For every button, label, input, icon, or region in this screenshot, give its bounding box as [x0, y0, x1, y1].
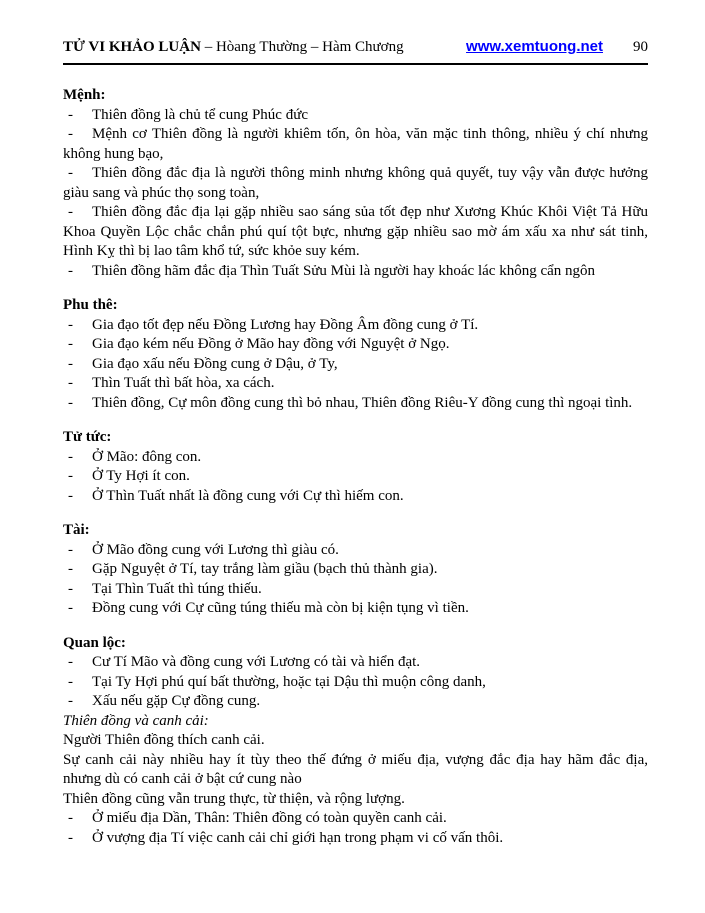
website-link[interactable]: www.xemtuong.net: [466, 38, 603, 55]
bullet-item: [63, 125, 648, 164]
bullet-dash: -: [68, 468, 73, 484]
bullet-text: Ở Thìn Tuất nhất là đồng cung với Cự thì hiếm con.: [92, 487, 404, 504]
header-title-main: TỬ VI KHẢO LUẬN: [63, 39, 201, 55]
bullet-text: Thiên đồng đắc địa là người thông minh nhưng không quả quyết, tuy vậy vẫn được hưởng giàu sang và phúc thọ song toàn,: [63, 165, 648, 201]
bullet-dash: -: [68, 693, 73, 709]
bullet-item: [63, 262, 648, 282]
bullet-dash: -: [68, 262, 73, 279]
bullet-item: [63, 541, 648, 561]
header-rule: [63, 63, 648, 65]
bullet-text: Ở Mão: đông con.: [92, 448, 202, 465]
bullet-text: Gia đạo xấu nếu Đồng cung ở Dậu, ở Ty,: [92, 355, 338, 372]
header-title: [63, 39, 404, 56]
section: [63, 296, 648, 413]
bullet-item: [63, 316, 648, 336]
bullet-item: [63, 673, 648, 693]
bullet-text: Gia đạo tốt đẹp nếu Đồng Lương hay Đồng Âm đồng cung ở Tí.: [92, 316, 479, 333]
bullet-dash: -: [68, 561, 73, 577]
bullet-text: Tại Ty Hợi phú quí bất thường, hoặc tại Dậu thì muộn công danh,: [92, 673, 486, 690]
bullet-text: Tại Thìn Tuất thì túng thiếu.: [92, 580, 262, 597]
content-wrap: [63, 38, 648, 848]
bullet-dash: -: [68, 126, 73, 142]
section: [63, 428, 648, 506]
bullet-item: [63, 653, 648, 673]
section: [63, 634, 648, 849]
paragraph: Sự canh cải này nhiều hay ít tùy theo thế đứng ở miếu địa, vượng đắc địa hay hãm đắc địa, nhưng dù có canh cải ở bật cứ cung nào: [63, 751, 648, 787]
bullet-text: Ở Mão đồng cung với Lương thì giàu có.: [92, 541, 339, 558]
bullet-dash: -: [68, 673, 73, 690]
page-header: [63, 38, 648, 56]
section-heading: Phu thê:: [63, 297, 118, 313]
bullet-text: Gia đạo kém nếu Đồng ở Mão hay đồng với Nguyệt ở Ngọ.: [92, 336, 450, 352]
bullet-item: [63, 580, 648, 600]
bullet-text: Thiên đồng, Cự môn đồng cung thì bỏ nhau, Thiên đồng Riêu-Y đồng cung thì ngoại tình.: [92, 394, 633, 411]
bullet-text: Xấu nếu gặp Cự đồng cung.: [92, 693, 261, 709]
section-heading: Quan lộc:: [63, 634, 126, 651]
bullet-item: [63, 829, 648, 849]
bullet-text: Ở miếu địa Dần, Thân: Thiên đồng có toàn quyền canh cải.: [92, 810, 447, 826]
content: [63, 86, 648, 848]
bullet-item: [63, 355, 648, 375]
bullet-dash: -: [68, 316, 73, 333]
bullet-item: [63, 335, 648, 355]
italic-note: Thiên đồng và canh cải:: [63, 712, 209, 729]
bullet-item: [63, 692, 648, 712]
bullet-item: [63, 448, 648, 468]
bullet-text: Đồng cung với Cự cũng túng thiếu mà còn bị kiện tụng vì tiền.: [92, 600, 469, 616]
bullet-dash: -: [68, 355, 73, 372]
section-heading: Tài:: [63, 522, 90, 538]
bullet-item: [63, 599, 648, 619]
bullet-text: Ở Ty Hợi ít con.: [92, 468, 190, 484]
section-heading: Mệnh:: [63, 87, 106, 103]
bullet-item: [63, 809, 648, 829]
bullet-item: [63, 487, 648, 507]
bullet-text: Mệnh cơ Thiên đồng là người khiêm tốn, ôn hòa, văn mặc tinh thông, nhiều ý chí nhưng không hung bạo,: [63, 126, 648, 162]
bullet-item: [63, 467, 648, 487]
bullet-dash: -: [68, 654, 73, 670]
bullet-item: [63, 394, 648, 414]
bullet-item: [63, 560, 648, 580]
section-heading: Tử tức:: [63, 429, 112, 445]
bullet-dash: -: [68, 106, 73, 123]
bullet-text: Thiên đồng đắc địa lại gặp nhiều sao sáng sủa tốt đẹp như Xương Khúc Khôi Việt Tả Hữu Khoa Quyền Lộc chắc chắn phú quí tột bực, nhưng gặp nhiều sao mờ ám xấu xa như sát tinh, Hình Kỵ thì bị lao tâm khổ tứ, sức khỏe suy kém.: [63, 204, 648, 259]
section: [63, 86, 648, 281]
bullet-item: [63, 106, 648, 126]
paragraph: Người Thiên đồng thích canh cải.: [63, 732, 265, 748]
section: [63, 521, 648, 619]
paragraph: Thiên đồng cũng vẫn trung thực, từ thiện, và rộng lượng.: [63, 790, 405, 807]
bullet-text: Thiên đồng là chủ tể cung Phúc đức: [92, 106, 308, 123]
bullet-dash: -: [68, 448, 73, 465]
bullet-dash: -: [68, 810, 73, 826]
bullet-text: Ở vượng địa Tí việc canh cải chỉ giới hạn trong phạm vi cố vấn thôi.: [92, 829, 504, 846]
bullet-dash: -: [68, 541, 73, 558]
bullet-dash: -: [68, 336, 73, 352]
bullet-text: Thìn Tuất thì bất hòa, xa cách.: [92, 375, 275, 391]
bullet-item: [63, 374, 648, 394]
bullet-dash: -: [68, 165, 73, 181]
bullet-item: [63, 203, 648, 262]
bullet-dash: -: [68, 600, 73, 616]
bullet-dash: -: [68, 204, 73, 220]
bullet-text: Thiên đồng hãm đắc địa Thìn Tuất Sửu Mùi là người hay khoác lác không cẩn ngôn: [92, 262, 596, 279]
bullet-dash: -: [68, 487, 73, 504]
bullet-dash: -: [68, 829, 73, 846]
bullet-text: Cư Tí Mão và đồng cung với Lương có tài và hiển đạt.: [92, 654, 421, 670]
bullet-item: [63, 164, 648, 203]
bullet-dash: -: [68, 375, 73, 391]
bullet-dash: -: [68, 580, 73, 597]
header-title-authors: – Hòang Thường – Hàm Chương: [200, 39, 404, 55]
bullet-dash: -: [68, 394, 73, 411]
page-number: 90: [633, 39, 648, 55]
bullet-text: Gặp Nguyệt ở Tí, tay trắng làm giầu (bạch thủ thành gia).: [92, 561, 438, 577]
